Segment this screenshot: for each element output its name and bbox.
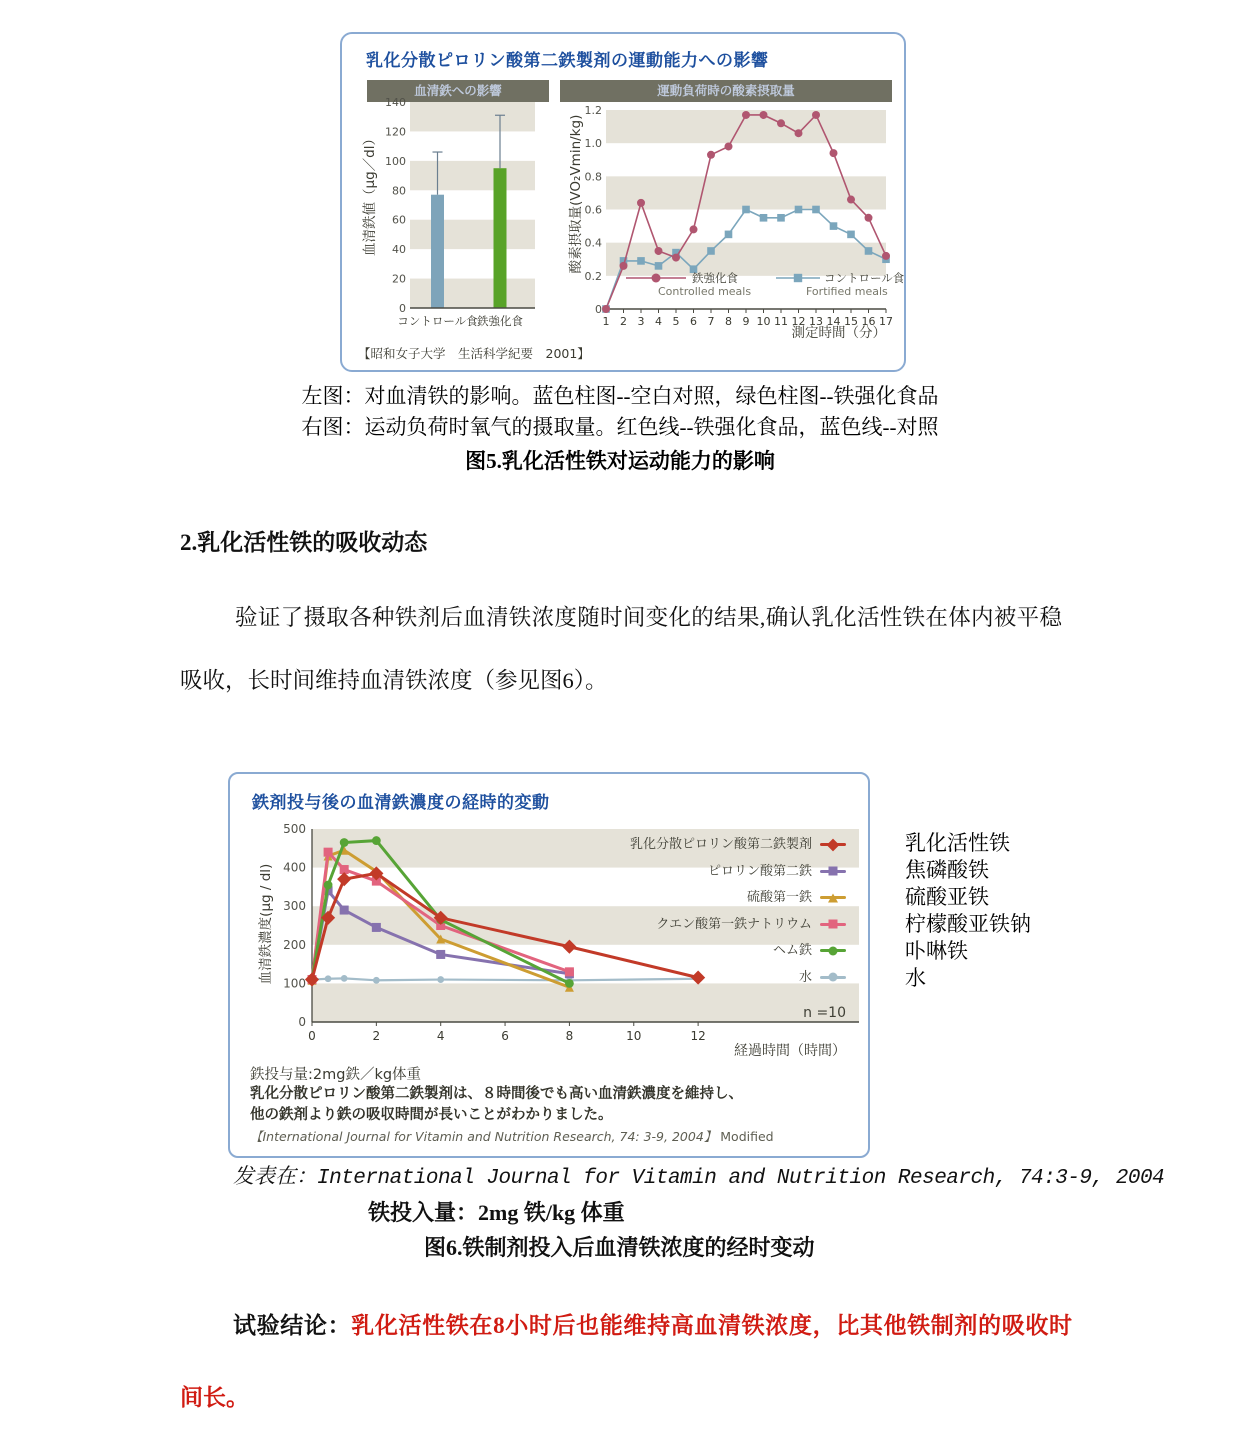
side-legend-item: 水 — [905, 966, 926, 990]
x-tick-label: 15 — [844, 315, 858, 328]
conclusion-label: 试验结论： — [233, 1313, 352, 1338]
y-tick-label: 120 — [385, 125, 406, 139]
legend-row — [630, 885, 846, 912]
fig6-xlabel: 経過時間（時間） — [734, 1043, 846, 1059]
data-point — [777, 214, 785, 222]
x-tick-label: 11 — [774, 315, 788, 328]
citation-suffix: Modified — [720, 1129, 774, 1144]
data-point — [882, 252, 890, 260]
data-point — [436, 950, 445, 959]
y-tick-label: 0.4 — [584, 236, 602, 250]
data-point — [760, 214, 768, 222]
fig6-summary-note — [250, 1084, 743, 1126]
legend-row — [630, 938, 846, 965]
x-tick-label: 9 — [742, 315, 750, 328]
x-tick-label: 17 — [879, 315, 893, 328]
data-point — [742, 206, 750, 214]
figure6-title: 鉄剤投与後の血清鉄濃度の経時的変動 — [252, 793, 550, 813]
published-prefix: 发表在： — [233, 1164, 317, 1188]
grid-stripe — [410, 102, 535, 131]
figure6-caption: 图6.铁制剂投入后血清铁浓度的经时变动 — [424, 1235, 815, 1260]
x-tick-label: 4 — [436, 1029, 445, 1043]
y-tick-label: 0.2 — [584, 269, 602, 283]
serum-iron-bar-chart — [382, 92, 592, 342]
x-category-label: 鉄強化食 — [477, 314, 523, 328]
data-point — [565, 967, 574, 976]
x-tick-label: 8 — [565, 1029, 574, 1043]
data-point — [847, 231, 855, 239]
legend-label: クエン酸第一鉄ナトリウム — [656, 916, 812, 932]
x-tick-label: 0 — [308, 1029, 316, 1043]
dose-line-cn: 铁投入量：2mg 铁/kg 体重 — [368, 1200, 625, 1225]
x-tick-label: 7 — [707, 315, 715, 328]
y-tick-label: 100 — [385, 154, 406, 168]
y-tick-label: 0 — [595, 303, 602, 316]
legend-sublabel: Controlled meals — [658, 285, 752, 298]
y-tick-label: 400 — [283, 860, 306, 875]
data-point — [760, 111, 768, 119]
fig6-citation — [250, 1127, 774, 1145]
legend-swatch — [820, 896, 846, 899]
section-heading: 2.乳化活性铁的吸收动态 — [180, 530, 428, 555]
y-tick-label: 0 — [298, 1015, 306, 1029]
caption-figure5 — [110, 381, 1130, 477]
bar — [431, 195, 444, 308]
conclusion-text: 乳化活性铁在8小时后也能维持高血清铁浓度，比其他铁制剂的吸收时间长。 — [180, 1313, 1073, 1410]
data-point — [565, 979, 574, 988]
data-point — [794, 274, 802, 282]
chart-header-oxygen-uptake: 運動負荷時の酸素摂取量 — [560, 80, 892, 102]
y-tick-label: 200 — [283, 937, 306, 952]
fig6-legend — [630, 832, 846, 1027]
data-point — [725, 142, 733, 150]
chart-header-serum-iron: 血清鉄への影響 — [367, 80, 549, 102]
legend-label: 鉄強化食 — [692, 271, 738, 285]
legend-label: 水 — [798, 969, 812, 985]
caption-line-2: 右图：运动负荷时氧气的摄取量。红色线--铁强化食品，蓝色线--对照 — [301, 415, 939, 439]
x-category-label: コントロール食 — [397, 314, 478, 328]
data-point — [707, 247, 715, 255]
data-point — [372, 923, 381, 932]
y-tick-label: 40 — [392, 243, 406, 257]
x-tick-label: 12 — [690, 1029, 706, 1043]
data-point — [324, 848, 333, 857]
y-tick-label: 0 — [399, 302, 406, 315]
legend-row — [630, 859, 846, 886]
data-point — [637, 199, 645, 207]
data-point — [655, 247, 663, 255]
figure6-panel — [228, 772, 870, 1158]
data-point — [812, 206, 820, 214]
x-tick-label: 5 — [672, 315, 680, 328]
x-tick-label: 14 — [826, 315, 841, 328]
data-point — [637, 257, 645, 265]
x-tick-label: 8 — [725, 315, 732, 328]
side-legend-item: 焦磷酸铁 — [905, 858, 989, 882]
oxygen-uptake-line-chart — [578, 92, 908, 352]
data-point — [777, 119, 785, 127]
legend-row — [630, 965, 846, 992]
legend-label: コントロール食 — [824, 271, 905, 285]
figure5-caption: 图5.乳化活性铁对运动能力的影响 — [465, 449, 775, 473]
x-tick-label: 12 — [791, 315, 806, 328]
figure5-source: 【昭和女子大学 生活科学紀要 2001】 — [358, 346, 590, 361]
y-tick-label: 0.6 — [584, 203, 602, 217]
data-point — [372, 836, 381, 845]
grid-stripe — [410, 279, 535, 308]
data-point — [847, 196, 855, 204]
x-tick-label: 6 — [501, 1029, 509, 1043]
data-point — [655, 262, 663, 270]
fig6-summary-line-2: 他の鉄剤より鉄の吸収時間が長いことがわかりました。 — [250, 1107, 613, 1123]
side-legend-item: 乳化活性铁 — [905, 831, 1010, 855]
citation-reference: 【International Journal for Vitamin and Nutrition Research, 74: 3-9, 2004】 — [250, 1129, 717, 1144]
data-point — [865, 214, 873, 222]
fig6-summary-line-1: 乳化分散ピロリン酸第二鉄製剤は、８時間後でも高い血清鉄濃度を維持し、 — [250, 1086, 743, 1102]
x-tick-label: 4 — [655, 315, 662, 328]
data-point — [725, 231, 733, 239]
data-point — [830, 149, 838, 157]
data-point — [672, 254, 680, 262]
bar — [494, 168, 507, 308]
data-point — [324, 881, 333, 890]
y-tick-label: 500 — [283, 822, 306, 836]
y-tick-label: 100 — [283, 976, 306, 991]
fig6-ylabel: 血清鉄濃度(μg / dl) — [258, 863, 274, 985]
legend-swatch — [820, 870, 846, 873]
y-tick-label: 20 — [392, 272, 406, 286]
data-point — [602, 305, 610, 313]
side-legend-item: 卟啉铁 — [905, 939, 968, 963]
figure5-title: 乳化分散ピロリン酸第二鉄製剤の運動能力への影響 — [366, 51, 769, 71]
data-point — [337, 872, 351, 886]
data-point — [620, 262, 628, 270]
grid-stripe — [410, 220, 535, 249]
x-tick-label: 13 — [809, 315, 823, 328]
data-point — [340, 906, 349, 915]
sample-size-note: n =10 — [803, 1005, 846, 1021]
data-point — [325, 975, 332, 982]
x-tick-label: 10 — [756, 315, 771, 328]
legend-label: ピロリン酸第二鉄 — [707, 863, 812, 879]
oxygen-uptake-ylabel: 酸素摂取量(VO₂Vmin/kg) — [568, 114, 584, 274]
side-legend-item: 硫酸亚铁 — [905, 885, 989, 909]
legend-swatch — [820, 843, 846, 846]
x-tick-label: 6 — [690, 315, 697, 328]
x-tick-label: 1 — [602, 315, 610, 328]
data-point — [830, 222, 838, 230]
y-tick-label: 0.8 — [584, 170, 602, 184]
x-tick-label: 2 — [372, 1029, 381, 1043]
data-point — [652, 274, 661, 283]
data-point — [437, 976, 444, 983]
data-point — [742, 111, 750, 119]
published-reference: International Journal for Vitamin and Nutrition Research, 74:3-9, 2004 — [317, 1167, 1165, 1190]
legend-label: 硫酸第一鉄 — [746, 890, 812, 905]
published-line — [233, 1160, 1164, 1190]
conclusion-paragraph — [180, 1290, 1072, 1434]
figure5-panel — [340, 32, 906, 372]
data-point — [690, 225, 698, 233]
data-point — [812, 111, 820, 119]
body-paragraph: 验证了摄取各种铁剂后血清铁浓度随时间变化的结果,确认乳化活性铁在体内被平稳吸收，长时间维持血清铁浓度（参见图6）。 — [180, 605, 1062, 693]
y-tick-label: 300 — [283, 899, 306, 914]
y-tick-label: 1.2 — [584, 104, 602, 117]
legend-swatch — [820, 976, 846, 979]
legend-label: 乳化分散ピロリン酸第二鉄製剤 — [629, 837, 812, 852]
y-tick-label: 1.0 — [584, 137, 602, 151]
x-tick-label: 10 — [626, 1029, 642, 1043]
y-tick-label: 140 — [385, 96, 406, 109]
legend-sublabel: Fortified meals — [806, 285, 888, 298]
data-point — [795, 129, 803, 137]
legend-row — [630, 912, 846, 939]
data-point — [341, 975, 348, 982]
side-translation-legend — [905, 830, 1031, 992]
y-tick-label: 80 — [392, 184, 406, 198]
data-point — [373, 977, 380, 984]
data-point — [865, 247, 873, 255]
serum-iron-ylabel: 血清鉄値（μg／dl） — [362, 132, 378, 256]
x-axis-label: 測定時間（分） — [791, 325, 886, 341]
legend-swatch — [820, 923, 846, 926]
x-tick-label: 16 — [861, 315, 876, 328]
x-tick-label: 3 — [637, 315, 645, 328]
y-tick-label: 60 — [392, 213, 406, 227]
x-tick-label: 2 — [620, 315, 627, 328]
legend-swatch — [820, 949, 846, 952]
fig6-dose-note: 鉄投与量:2mg鉄／kg体重 — [250, 1067, 422, 1083]
legend-label: ヘム鉄 — [772, 943, 812, 958]
caption-line-1: 左图：对血清铁的影响。蓝色柱图--空白对照，绿色柱图--铁强化食品 — [301, 384, 939, 408]
data-point — [340, 838, 349, 847]
legend-row — [630, 832, 846, 859]
data-point — [707, 151, 715, 159]
side-legend-item: 柠檬酸亚铁钠 — [905, 912, 1031, 936]
grid-stripe — [410, 161, 535, 190]
data-point — [795, 206, 803, 214]
